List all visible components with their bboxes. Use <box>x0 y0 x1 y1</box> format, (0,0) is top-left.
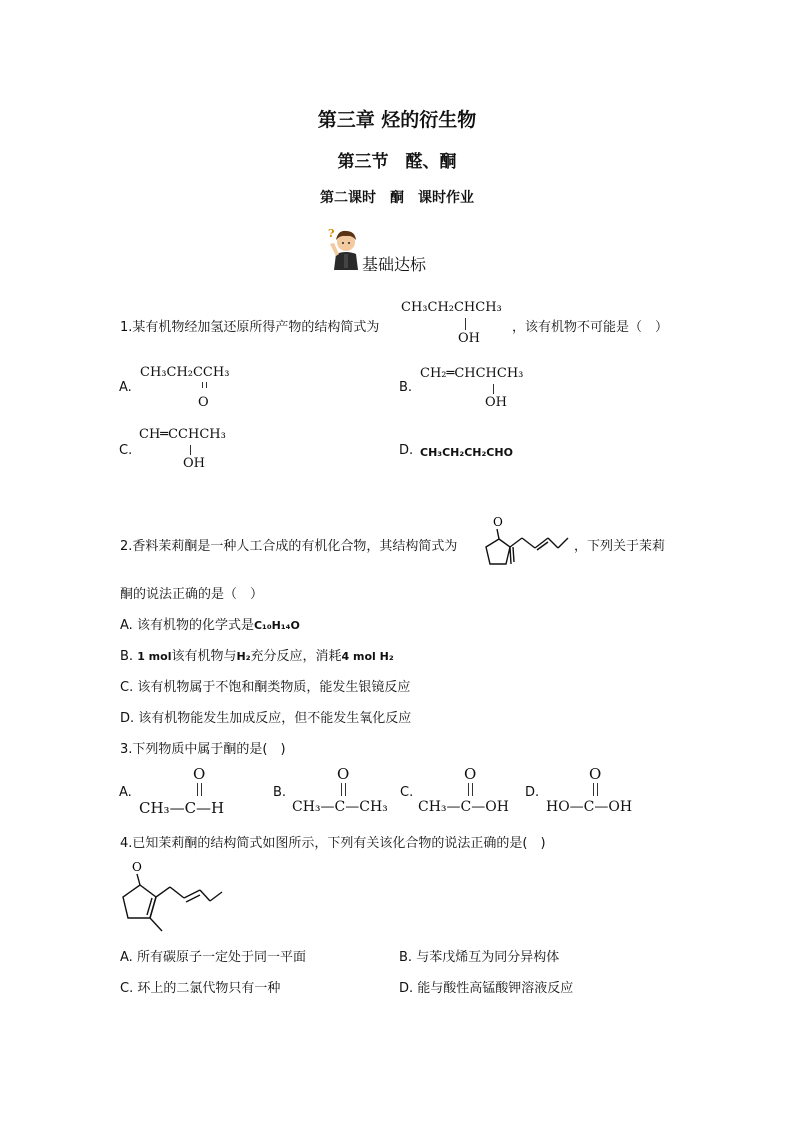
option-text: 该有机物的化学式是 <box>136 618 254 633</box>
option-text: 该有机物属于不饱和酮类物质，能发生银镜反应 <box>137 680 411 695</box>
bond-line <box>202 382 203 388</box>
jasmone-structure-small <box>482 512 574 570</box>
option-text: 与苯戊烯互为同分异构体 <box>416 950 560 965</box>
option-key: B. <box>399 950 413 965</box>
q1-product-bottom: OH <box>458 331 480 346</box>
q2-option-b <box>120 645 394 664</box>
option-text: 环上的二氯代物只有一种 <box>137 981 281 996</box>
bond-line <box>465 318 466 330</box>
q1-product-top: CH₃CH₂CHCH₃ <box>401 300 502 315</box>
bond-line <box>493 384 494 394</box>
q1-option-b-key: B. <box>399 380 413 395</box>
section-title: 第三节 醛、酮 <box>337 152 457 172</box>
option-text: 所有碳原子一定处于同一平面 <box>136 950 306 965</box>
bond-line <box>345 783 346 796</box>
formula: H₂ <box>236 650 251 663</box>
bond-line <box>468 783 469 796</box>
q4-option-b <box>399 946 559 965</box>
q4-stem: 4.已知茉莉酮的结构简式如图所示，下列有关该化合物的说法正确的是( ) <box>120 836 546 851</box>
option-key: A. <box>120 618 133 633</box>
q4-option-d <box>399 977 573 996</box>
q3-option-b-key: B. <box>273 785 287 800</box>
q1-option-c-top: CH═CCHCH₃ <box>139 427 226 442</box>
q3-option-c-key: C. <box>400 785 414 800</box>
q1-option-a-bottom: O <box>198 395 209 410</box>
q1-option-a-top: CH₃CH₂CCH₃ <box>140 365 230 380</box>
q3-option-a-o: O <box>193 765 206 783</box>
option-text: 该有机物与 <box>171 649 237 664</box>
q1-option-d-formula: CH₃CH₂CH₂CHO <box>420 446 513 459</box>
option-key: A. <box>120 950 133 965</box>
q3-option-c-formula: CH₃—C—OH <box>418 799 509 815</box>
q2-option-a <box>120 614 300 633</box>
q1-option-c-key: C. <box>119 443 133 458</box>
formula: 4 mol H₂ <box>341 650 394 663</box>
q3-option-b-formula: CH₃—C—CH₃ <box>292 799 388 815</box>
q3-option-a-key: A. <box>119 785 132 800</box>
option-text: 能与酸性高锰酸钾溶液反应 <box>417 981 574 996</box>
q4-option-a <box>120 946 306 965</box>
option-text: 该有机物能发生加成反应，但不能发生氧化反应 <box>138 711 412 726</box>
q1-option-c-bottom: OH <box>183 456 205 471</box>
bond-line <box>201 783 202 796</box>
q3-option-d-key: D. <box>525 785 540 800</box>
formula: 1 mol <box>137 650 172 663</box>
q4-option-c <box>120 977 280 996</box>
bond-line <box>597 783 598 796</box>
q3-option-c-o: O <box>464 765 477 783</box>
q3-option-d-o: O <box>589 765 602 783</box>
q3-option-d-formula: HO—C—OH <box>546 799 633 815</box>
q1-option-b-bottom: OH <box>485 395 507 410</box>
banner-label: 基础达标 <box>362 255 427 274</box>
option-key: D. <box>120 711 135 726</box>
q1-stem-tail: ，该有机物不可能是（ ） <box>512 320 669 335</box>
q1-option-d-key: D. <box>399 443 414 458</box>
q2-stem: 2.香料茉莉酮是一种人工合成的有机化合物，其结构简式为 <box>120 539 458 554</box>
oxygen-label: O <box>493 515 503 529</box>
q2-stem-cont: 酮的说法正确的是（ ） <box>120 587 264 602</box>
q3-option-a-formula: CH₃—C—H <box>139 799 225 817</box>
formula: C₁₀H₁₄O <box>253 619 300 632</box>
q1-option-a-key: A. <box>119 380 132 395</box>
bond-line <box>197 783 198 796</box>
banner <box>326 226 427 276</box>
option-text: 充分反应，消耗 <box>250 649 342 664</box>
option-key: B. <box>120 649 134 664</box>
student-icon <box>326 226 366 272</box>
bond-line <box>472 783 473 796</box>
option-key: C. <box>120 981 134 996</box>
option-key: C. <box>120 680 134 695</box>
oxygen-label: O <box>132 860 142 874</box>
q2-stem-tail: ，下列关于茉莉 <box>574 539 666 554</box>
option-key: D. <box>399 981 414 996</box>
q1-stem: 1.某有机物经加氢还原所得产物的结构简式为 <box>120 320 380 335</box>
q3-option-b-o: O <box>337 765 350 783</box>
bond-line <box>593 783 594 796</box>
chapter-title: 第三章 烃的衍生物 <box>317 109 477 131</box>
lesson-title: 第二课时 酮 课时作业 <box>320 190 474 206</box>
bond-line <box>206 382 207 388</box>
q2-option-c <box>120 676 410 695</box>
jasmone-structure <box>118 855 228 935</box>
q3-stem: 3.下列物质中属于酮的是( ) <box>120 742 286 757</box>
bond-line <box>341 783 342 796</box>
svg-text:?: ? <box>328 227 335 240</box>
q1-option-b-top: CH₂═CHCHCH₃ <box>420 366 524 381</box>
bond-line <box>190 445 191 455</box>
q2-option-d <box>120 707 411 726</box>
